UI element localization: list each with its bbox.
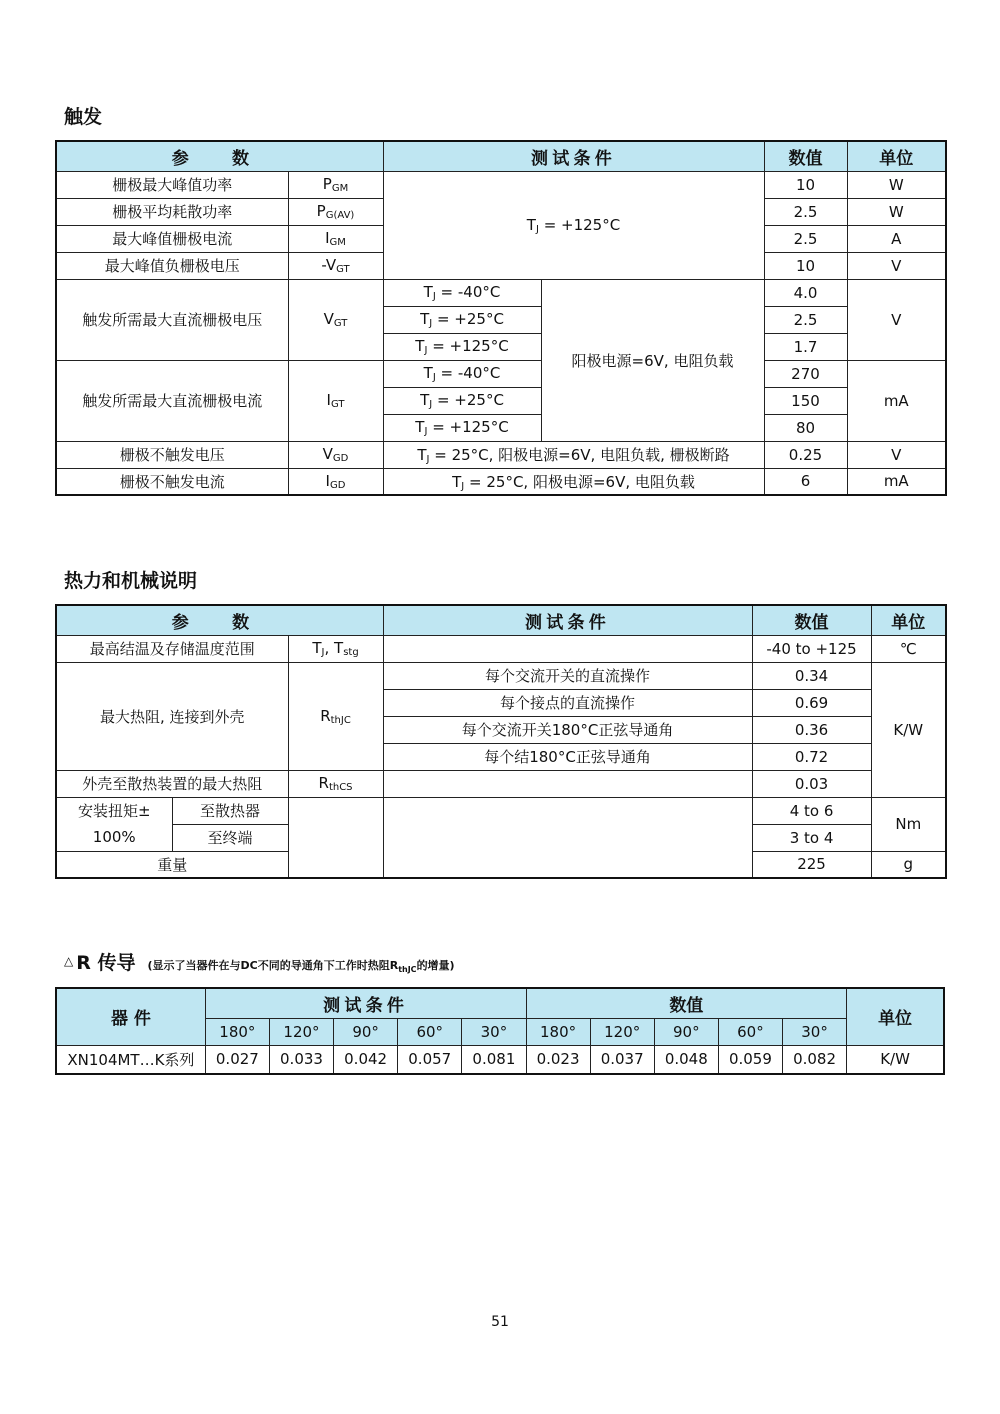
cond-value: 0.081 [462, 1045, 526, 1074]
param-value: 0.03 [752, 770, 871, 797]
value-cell: 0.059 [718, 1045, 782, 1074]
cond-text: 每个交流开关180°C正弦导通角 [383, 716, 752, 743]
param-value: 1.7 [764, 333, 847, 360]
param-symbol: $-V_{GT}$ [288, 252, 383, 279]
param-value: 0.25 [764, 441, 847, 468]
param-unit: A [847, 225, 946, 252]
param-symbol: $R_{thJC}$ [288, 662, 383, 770]
cond-value: 0.027 [205, 1045, 269, 1074]
cond-temp: $T_J = +25^\circ C$ [383, 306, 541, 333]
param-unit: V [847, 441, 946, 468]
param-unit: K/W [871, 662, 946, 797]
param-unit: ℃ [871, 635, 946, 662]
delta-icon: △ [64, 954, 74, 968]
param-unit: mA [847, 360, 946, 441]
cond-anode-supply: 阳极电源=6V, 电阻负载 [541, 279, 764, 441]
cond-text: 每个交流开关的直流操作 [383, 662, 752, 689]
conduction-note: (显示了当器件在与DC不同的导通角下工作时热阻$R_{thJC}$的增量) [147, 959, 455, 975]
param-name: 外壳至散热装置的最大热阻 [56, 770, 288, 797]
param-symbol: $I_{GT}$ [288, 360, 383, 441]
param-symbol: $T_J$, $T_{stg}$ [288, 635, 383, 662]
param-unit: mA [847, 468, 946, 495]
param-unit: V [847, 252, 946, 279]
param-value: 150 [764, 387, 847, 414]
angle-header: 60° [398, 1018, 462, 1045]
header-cond: 测试条件 [205, 988, 526, 1018]
param-name: 栅极平均耗散功率 [56, 198, 288, 225]
param-value: 270 [764, 360, 847, 387]
param-value: 80 [764, 414, 847, 441]
value-cell: 0.048 [654, 1045, 718, 1074]
cond-empty [383, 770, 752, 797]
cond-text: 每个接点的直流操作 [383, 689, 752, 716]
cond-temp: $T_J = -40^\circ C$ [383, 360, 541, 387]
angle-header: 60° [718, 1018, 782, 1045]
param-value: 10 [764, 252, 847, 279]
param-unit: W [847, 198, 946, 225]
param-symbol: $V_{GT}$ [288, 279, 383, 360]
torque-heatsink: 至散热器 [172, 797, 288, 824]
thermal-table [55, 604, 947, 879]
param-value: 2.5 [764, 306, 847, 333]
cond-empty [383, 635, 752, 662]
symbol-empty [288, 797, 383, 878]
header-param: 参 数 [56, 605, 383, 635]
cond-empty [383, 797, 752, 878]
header-cond: 测试条件 [383, 141, 764, 171]
value-cell: 0.023 [526, 1045, 590, 1074]
value-cell: 0.037 [590, 1045, 654, 1074]
section-title-trigger: 触发 [64, 106, 103, 128]
unit-cell: K/W [847, 1045, 944, 1074]
header-device: 器 件 [56, 988, 205, 1045]
angle-header: 120° [269, 1018, 333, 1045]
cond-value: 0.033 [269, 1045, 333, 1074]
param-value: 2.5 [764, 225, 847, 252]
cond-tj-125: $T_J = +125^\circ C$ [383, 171, 764, 279]
param-value: 4.0 [764, 279, 847, 306]
cond-value: 0.042 [334, 1045, 398, 1074]
param-value: 0.34 [752, 662, 871, 689]
device-name: XN104MT…K系列 [56, 1045, 205, 1074]
param-value: 6 [764, 468, 847, 495]
param-name: 最大峰值栅极电流 [56, 225, 288, 252]
torque-terminal: 至终端 [172, 824, 288, 851]
param-name: 触发所需最大直流栅极电流 [56, 360, 288, 441]
cond-vgd: $T_J = 25^\circ C$, 阳极电源=6V, 电阻负载, 栅极断路 [383, 441, 764, 468]
param-value: 3 to 4 [752, 824, 871, 851]
param-value: 2.5 [764, 198, 847, 225]
header-value: 数值 [752, 605, 871, 635]
param-value: 4 to 6 [752, 797, 871, 824]
param-symbol: $I_{GM}$ [288, 225, 383, 252]
param-unit: Nm [871, 797, 946, 851]
value-cell: 0.082 [783, 1045, 847, 1074]
angle-header: 90° [334, 1018, 398, 1045]
angle-header: 30° [462, 1018, 526, 1045]
cond-temp: $T_J = -40^\circ C$ [383, 279, 541, 306]
header-value: 数值 [764, 141, 847, 171]
param-unit: V [847, 279, 946, 360]
cond-temp: $T_J = +25^\circ C$ [383, 387, 541, 414]
param-name: 重量 [56, 851, 288, 878]
cond-temp: $T_J = +125^\circ C$ [383, 333, 541, 360]
conduction-table [55, 987, 945, 1075]
section-title-thermal: 热力和机械说明 [64, 570, 198, 592]
header-cond: 测试条件 [383, 605, 752, 635]
param-symbol: $I_{GD}$ [288, 468, 383, 495]
param-symbol: $P_{G(AV)}$ [288, 198, 383, 225]
cond-value: 0.057 [398, 1045, 462, 1074]
cond-temp: $T_J = +125^\circ C$ [383, 414, 541, 441]
param-value: 0.69 [752, 689, 871, 716]
trigger-table [55, 140, 947, 496]
header-value: 数值 [526, 988, 847, 1018]
angle-header: 30° [783, 1018, 847, 1045]
section-title-conduction: △ R 传导 (显示了当器件在与DC不同的导通角下工作时热阻$R_{thJC}$的增量) [64, 952, 455, 975]
param-value: 0.36 [752, 716, 871, 743]
header-param: 参 数 [56, 141, 383, 171]
angle-header: 120° [590, 1018, 654, 1045]
param-unit: W [847, 171, 946, 198]
angle-header: 180° [205, 1018, 269, 1045]
param-name: 栅极不触发电流 [56, 468, 288, 495]
param-symbol: $V_{GD}$ [288, 441, 383, 468]
page-number: 51 [491, 1314, 509, 1330]
param-name: 触发所需最大直流栅极电压 [56, 279, 288, 360]
angle-header: 180° [526, 1018, 590, 1045]
header-unit: 单位 [847, 141, 946, 171]
param-value: -40 to +125 [752, 635, 871, 662]
param-name: 最大热阻, 连接到外壳 [56, 662, 288, 770]
param-name: 栅极不触发电压 [56, 441, 288, 468]
param-value: 225 [752, 851, 871, 878]
param-name: 最大峰值负栅极电压 [56, 252, 288, 279]
torque-name: 安装扭矩± 100% [56, 797, 172, 851]
param-symbol: $P_{GM}$ [288, 171, 383, 198]
param-name: 栅极最大峰值功率 [56, 171, 288, 198]
param-symbol: $R_{thCS}$ [288, 770, 383, 797]
cond-text: 每个结180°C正弦导通角 [383, 743, 752, 770]
param-value: 10 [764, 171, 847, 198]
param-value: 0.72 [752, 743, 871, 770]
angle-header: 90° [654, 1018, 718, 1045]
header-unit: 单位 [847, 988, 944, 1045]
cond-igd: $T_J = 25^\circ C$, 阳极电源=6V, 电阻负载 [383, 468, 764, 495]
param-unit: g [871, 851, 946, 878]
header-unit: 单位 [871, 605, 946, 635]
param-name: 最高结温及存储温度范围 [56, 635, 288, 662]
